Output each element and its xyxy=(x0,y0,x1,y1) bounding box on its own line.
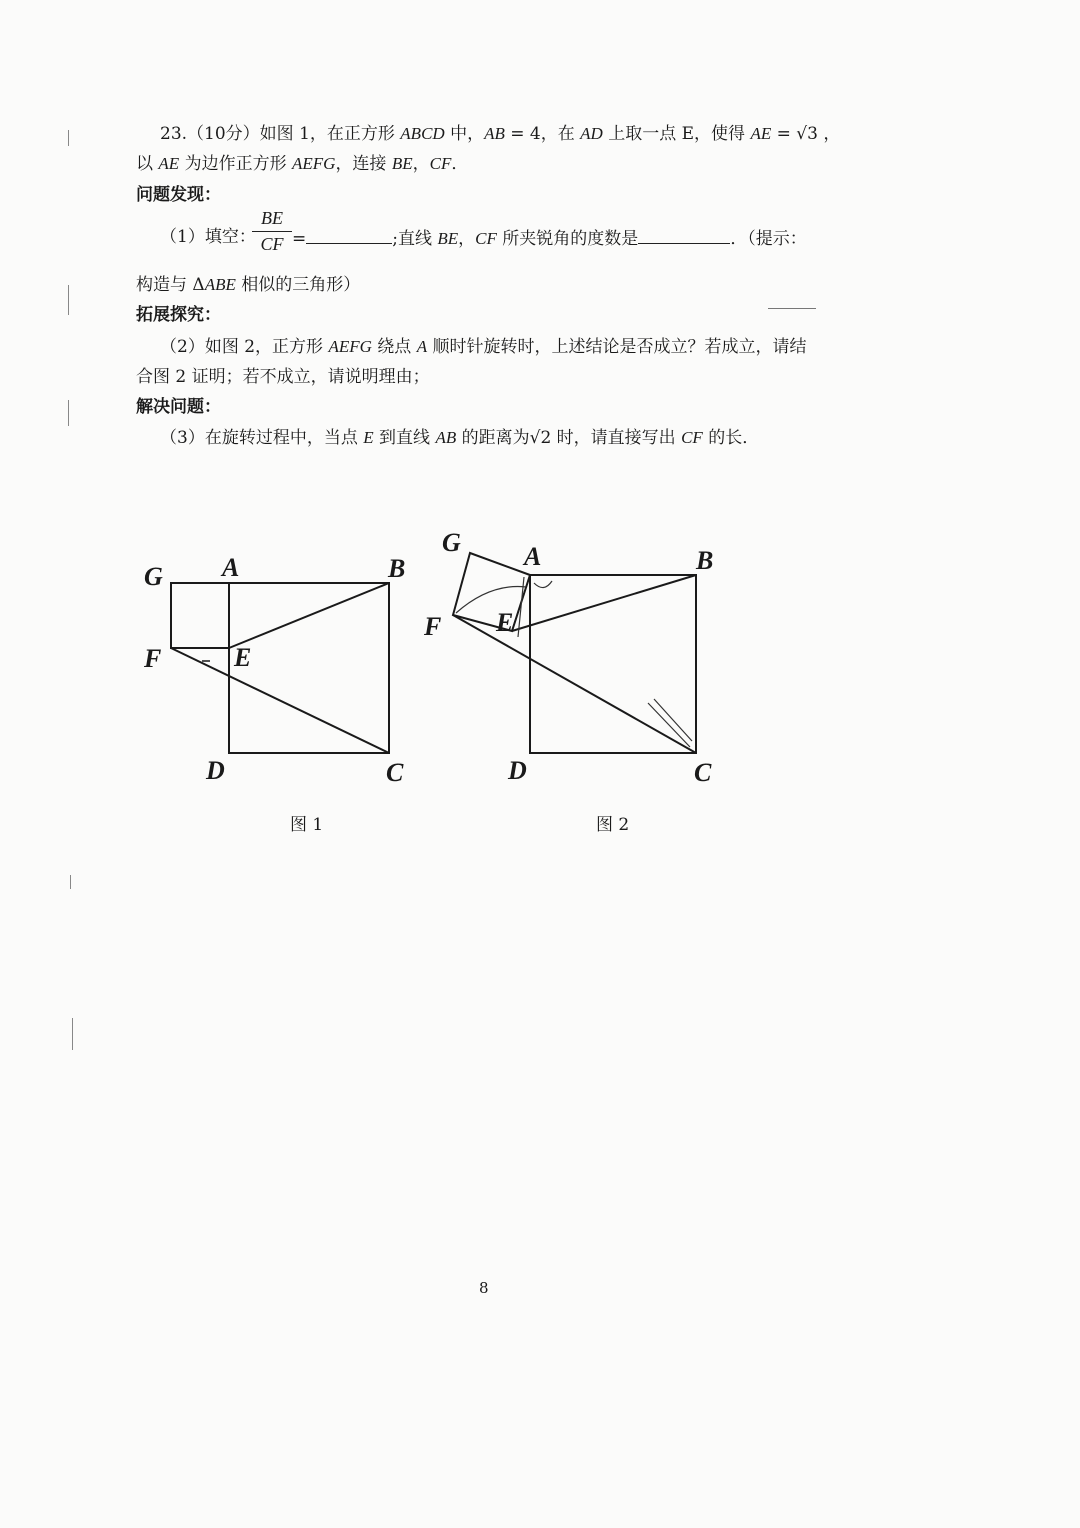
scan-mark xyxy=(68,400,69,426)
text: 相似的三角形） xyxy=(235,275,361,295)
label-b: B xyxy=(696,546,714,575)
text: 上取一点 E，使得 xyxy=(602,124,751,144)
math-abcd: ABCD xyxy=(400,124,445,143)
label-a: A xyxy=(222,553,240,582)
text: 中， xyxy=(444,124,485,144)
problem-line-2 xyxy=(136,152,468,176)
segment-cf xyxy=(453,615,696,753)
fraction-bar xyxy=(252,231,292,232)
text: 构造与 Δ xyxy=(136,275,205,295)
scan-mark xyxy=(68,285,69,315)
text: ， xyxy=(412,154,430,174)
segment-cf xyxy=(171,648,389,753)
math-ad: AD xyxy=(580,124,603,143)
square-abcd xyxy=(229,583,389,753)
text: 的距离为√2 时，请直接写出 xyxy=(456,428,682,448)
text: 以 xyxy=(136,154,159,174)
page-number: 8 xyxy=(479,1279,489,1297)
q2-line-1 xyxy=(160,335,807,359)
square-aefg xyxy=(171,583,229,648)
text: 所夹锐角的度数是 xyxy=(496,229,639,249)
text: ．（提示： xyxy=(730,229,807,249)
problem-line-1 xyxy=(160,122,840,146)
scan-mark xyxy=(72,1018,73,1050)
math-be: BE xyxy=(391,154,413,173)
answer-blank-angle[interactable] xyxy=(638,225,730,244)
square-aefg-rotated xyxy=(453,553,530,631)
equals-sign: = xyxy=(292,229,307,249)
scan-mark xyxy=(70,875,71,889)
text: = √3 ， xyxy=(771,124,841,144)
math-cf: CF xyxy=(429,154,452,173)
text: = 4，在 xyxy=(504,124,581,144)
pencil-mark-2 xyxy=(654,699,692,741)
label-d: D xyxy=(206,756,225,785)
label-b: B xyxy=(388,554,406,583)
text: 23.（10分）如图 1，在正方形 xyxy=(160,124,401,144)
q1-prefix: （1）填空： xyxy=(160,227,256,247)
pencil-arrow-mark xyxy=(456,587,526,613)
text: （2）如图 2，正方形 xyxy=(160,337,329,357)
text: ，连接 xyxy=(335,154,392,174)
text: 的长． xyxy=(702,428,760,448)
math-ab: AB xyxy=(484,124,505,143)
pencil-arc-mark xyxy=(534,581,552,588)
fraction-be-cf xyxy=(252,208,292,255)
label-g: G xyxy=(144,562,163,591)
label-f: F xyxy=(424,612,442,641)
fraction-denominator: CF xyxy=(260,234,284,254)
label-e: E xyxy=(234,643,252,672)
figure-1-caption: 图 1 xyxy=(290,815,324,835)
math-aefg: AEFG xyxy=(292,154,336,173)
label-g: G xyxy=(442,528,461,557)
section-title-extension: 拓展探究： xyxy=(136,305,221,325)
text: 为边作正方形 xyxy=(179,154,292,174)
math-ae: AE xyxy=(158,154,180,173)
fraction-numerator: BE xyxy=(261,208,283,228)
text: ． xyxy=(451,154,469,174)
text: ， xyxy=(458,229,476,249)
pencil-mark-1 xyxy=(648,703,690,747)
q1-line-2 xyxy=(136,273,360,297)
scan-mark xyxy=(68,130,69,146)
figure-1 xyxy=(130,545,430,795)
square-abcd xyxy=(530,575,696,753)
segment-be xyxy=(512,575,696,631)
figure-2-caption: 图 2 xyxy=(596,815,630,835)
text: （3）在旋转过程中，当点 xyxy=(160,428,364,448)
math-aefg: AEFG xyxy=(328,337,372,356)
q2-line-2: 合图 2 证明；若不成立，请说明理由； xyxy=(136,367,430,387)
label-c: C xyxy=(694,758,712,787)
label-f: F xyxy=(144,644,162,673)
math-cf: CF xyxy=(475,229,497,248)
label-d: D xyxy=(508,756,527,785)
math-be: BE xyxy=(437,229,459,248)
text: ;直线 xyxy=(392,229,438,249)
answer-blank-ratio[interactable] xyxy=(306,225,392,244)
text: 顺时针旋转时，上述结论是否成立？若成立，请结 xyxy=(427,337,807,357)
section-title-solve: 解决问题： xyxy=(136,397,221,417)
math-a: A xyxy=(416,337,428,356)
text: 到直线 xyxy=(373,428,436,448)
label-c: C xyxy=(386,758,404,787)
label-e: E xyxy=(496,608,514,637)
math-abe: ABE xyxy=(204,275,236,294)
label-a: A xyxy=(524,542,542,571)
q3-line xyxy=(160,426,759,450)
math-cf: CF xyxy=(681,428,703,447)
math-ae: AE xyxy=(750,124,772,143)
text: 绕点 xyxy=(371,337,417,357)
q1-line-1 xyxy=(292,225,807,251)
figure-2 xyxy=(420,525,740,795)
stray-scan-mark xyxy=(768,308,816,309)
section-title-discovery: 问题发现： xyxy=(136,185,221,205)
math-e: E xyxy=(363,428,374,447)
math-ab: AB xyxy=(435,428,457,447)
segment-be xyxy=(229,583,389,648)
